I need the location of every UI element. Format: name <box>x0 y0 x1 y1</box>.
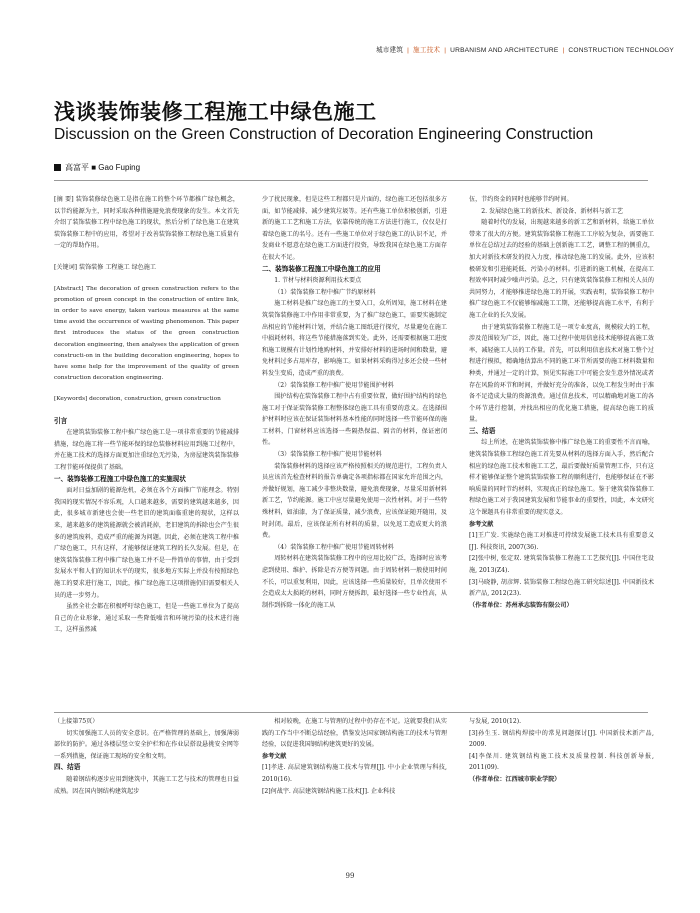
journal-name-cn: 城市建筑 <box>375 47 404 54</box>
reference-item: [2]张中树, 张定双. 建筑装饰装修工程施工工艺探究[J]. 中国住宅设施, 2013(Z4). <box>469 555 654 574</box>
column-3 <box>469 194 654 706</box>
journal-header: 城市建筑 | 施工技术 | URBANISM AND ARCHITECTURE | CONSTRUCTION TECHNOLOGY <box>375 47 674 54</box>
subsection-2-1-1-heading: （1）装饰装修工程中推广节约原材料 <box>274 288 376 296</box>
bottom-column-2 <box>262 716 447 866</box>
intro-paragraph: 在建筑装饰装修工程中推广绿色施工是一项非常重要的节能减排措施，绿色施工将一些节能环保的绿色装修材料应用到施工过程中，并在施工技术的选择方面更加注重绿色无污染，为房屋建筑装饰装修工程节能环保提供了基础。 <box>54 429 239 471</box>
paragraph-continued: 少了扰民现象，但是这些工程都只是片面的，绿色施工还包括很多方面，如节能减排、减少建筑垃圾等。还有些施工单位积极创新，引进新的施工工艺和施工方法，依靠传统的施工方法进行施工，仅仅是打着绿色施工的名号。还有一些施工单位对于绿色施工的认识不足，并发商业不愿意在绿色施工方面进行投资，导致我国在绿色施工方面存在很大不足。 <box>262 196 447 261</box>
bottom-section-heading: 四、结语 <box>54 764 81 772</box>
references-heading: 参考文献 <box>469 520 494 528</box>
page-number: 99 <box>345 872 355 880</box>
subsection-2-1-1-paragraph: 施工材料是推广绿色施工的主要入口，众所周知，施工材料在建筑装饰装修施工中作用非常重要，为了推广绿色施工，需要实施制定出相应的节能材料计划，并结合施工图纸进行探究，尽量避免在施工中损耗材料，将这些节能措施落到实处。此外，还需要根据施工进度和施工规模有计划性地购材料，并安排好材料的进场时间和数量，避免材料过多占用库存，影响施工。如果材料采购得过多还会使一些材料发生变质，造成严重的浪费。 <box>262 300 447 377</box>
subsection-2-1-4-paragraph: 周转材料在建筑装饰装修工程中的应用比较广泛，选择时应该考虑到使用、维护、拆除是否方便等问题。由于周转材料一般使用时间不长，可以重复利用，因此，应该选择一些质量较好，且单次使用不会造成太大损耗的材料，同时方便拆卸，最好选择一些专业性高，从制作到拆除一体化的施工从 <box>262 555 447 609</box>
section-1-paragraph-2: 虽然全社会都在积极呼吁绿色施工，但是一些施工单位为了提高自己的企业形象，通过采取一些降低噪音和环境污染的技术进行施工，这样虽然减 <box>54 603 239 634</box>
bottom-references-heading: 参考文献 <box>262 752 287 760</box>
bottom-column-1 <box>54 716 239 866</box>
journal-name-en: URBANISM AND ARCHITECTURE <box>450 47 559 54</box>
subsection-2-2-heading: 2. 发展绿色施工的新技术、新设备、新材料与新工艺 <box>481 207 624 215</box>
reference-item: [1]孝进. 高层建筑钢结构施工技术与管理[J]. 中小企业管理与科技, 2010(16). <box>262 764 447 783</box>
section-3-paragraph: 综上所述，在建筑装饰装修中推广绿色施工的重要性不言而喻，建筑装饰装修工程绿色施工首先要从材料的选择方面入手，然后配合相应的绿色施工技术和施工工艺，最后要做好质量管理工作，只有这样才能够保证整个建筑装饰装修工程的顺利进行，也能够保证在不影响质量的同时节约材料，实现真正的绿色施工。鉴于建筑装饰装修工程绿色施工对于我国建筑发展和节能事业的重要性，因此，本文研究这个课题具有非常重要的现实意义。 <box>469 439 654 517</box>
bottom-paragraph-3: 相对较晚，在施工与管理的过程中仍存在不足。这就要我们从实践的工作当中不断总结经验，借鉴发达国家钢结构施工的技术与管理经验，以促进我国钢结构建筑更好的发展。 <box>262 718 447 749</box>
article-title-en: Discussion on the Green Construction of Decoration Engineering Construction <box>54 126 594 143</box>
reference-item: [1]王广发. 实施绿色施工对推进可持续发展施工技术具有重要意义[J]. 科技资讯, 2007(36). <box>469 532 654 551</box>
category-cn: 施工技术 <box>413 47 441 54</box>
divider-bottom <box>54 712 648 713</box>
column-1 <box>54 194 239 706</box>
bottom-author-affiliation: （作者单位：江西城市职业学院） <box>469 775 561 783</box>
section-1-heading: 一、装饰装修工程施工中绿色施工的实施现状 <box>54 475 186 483</box>
author-line <box>54 162 140 173</box>
bottom-paragraph-2: 随着钢结构逐步应用到建筑中，其施工工艺与技术的管理也日益成熟。因在国内钢结构建筑起步 <box>54 775 239 795</box>
reference-item: [2]何战宇. 高层建筑钢结构施工技术[J]. 企业科技 <box>262 787 396 795</box>
subsection-2-1-4-heading: （4）装饰装修工程中推广使用节能周转材料 <box>274 543 394 551</box>
subsection-2-1-heading: 1. 节材与材料资源利用技术要点 <box>274 277 362 285</box>
bottom-column-3 <box>469 716 654 866</box>
reference-item: [3]马晓静, 胡彦辉. 装饰装修工程绿色施工研究综述[J]. 中国新技术新产品, 2012(23). <box>469 578 654 598</box>
column-2 <box>262 194 447 706</box>
authors: 高富平 ■ Gao Fuping <box>65 163 141 172</box>
section-2-heading: 二、装饰装修工程施工中绿色施工的应用 <box>262 265 381 273</box>
article-title-cn: 浅谈装饰装修工程施工中绿色施工 <box>54 101 377 124</box>
bullet-square-icon <box>54 164 61 171</box>
section-1-paragraph-1: 面对日益加剧的能源危机，必须在各个方面推广节能理念。特别我国的现实情况不容乐观，人口越来越多，需要的建筑越来越多，因此，很多城市新建也会使一些老旧的建筑面临重建的现状，这样以来，越来越多的建筑能源就会被消耗掉，老旧建筑的拆除也会产生很多的建筑废料，造成严重的能源为问题。因此，必须在建筑工程中推广绿色施工，只有这样，才能够保证建筑工程的长久发展。但是，在建筑装饰装修工程中推广绿色施工并不是一件简单的事情，由于受到发展水平和人们的知识水平的现实，很多地方实际上并没有按照绿色施工的要求进行施工，因此，推广绿色施工这项措施仍旧需要相关人员的进一步努力。 <box>54 487 239 599</box>
reference-item: [3]孙生玉. 钢结构焊接中的常见问题探讨[J]. 中国新技术新产品, 2009. <box>469 729 654 749</box>
bottom-paragraph-1: 切实加强施工人员的安全意识。在严格管理的基础上，加强薄弱部位的防护。通过各楼层竖立安全护栏和在作业层搭设悬挑安全网等一系列措施，保证施工现场的安全和文明。 <box>54 729 239 760</box>
abstract-cn: [摘 要] 装饰装修绿色施工是指在施工的整个环节都推广绿色概念，以节约能源为主，同时采取各种措施避免浪费现象的发生。本文首先介绍了装饰装修工程中绿色施工的现状，然后分析了绿色施工在建筑装饰装修工程中的应用，希望对于改善装饰装修工程绿色施工质量有一定的帮助作用。 <box>54 196 239 250</box>
reference-item: [4]李保川. 建筑钢结构施工技术及质量控制. 科技创新导报, 2011(09). <box>469 752 654 772</box>
keywords-en: [Keywords] decoration, construction, green construction <box>54 396 221 403</box>
abstract-en: [Abstract] The decoration of green construction refers to the promotion of green concept in the construction of entire link, in order to save energy, taken various measures at the same time avoid the occurrence of wasting phenomenon. This paper first introduces the status of the green construction decoration engineering, then analyses the application of green constructi-on in the building decoration engineering, hopes to have some help for the improvement of the quality of green construction decoration engineering. <box>54 285 239 382</box>
subsection-2-2-paragraph-2: 由于建筑装饰装修工程施工是一项专业度高，规模较大的工程，涉及范围较为广泛，因此，施工过程中使用信息技术能够提高施工效率，减轻施工人员的工作量。首先，可以利用信息技术对施工整个过程进行模拟，精确地估算出不同的施工环节所需要的施工材料数量和种类，并通过一定的计算，预见实际施工中可能会发生意外情况或者存在风险的环节和时间，并做好充分的准备，以免工程发生时由于准备不足造成大量的资源浪费。通过信息技术，可以精确地对施工的各个环节进行控制，并找出相应的优化施工措施，提高绿色施工的质量。 <box>469 323 654 424</box>
section-intro-heading: 引言 <box>54 417 68 425</box>
keywords-cn: [关键词] 装饰装修 工程施工 绿色施工 <box>54 263 156 271</box>
subsection-2-2-paragraph-1: 随着时代的发展，出现越来越多的新工艺和新材料，给施工单位带来了很大的方便。建筑装饰装修工程施工工序较为复杂，需要施工单位在总结过去的经验的基础上创新施工工艺，调整工程的侧重点，加大对新技术研发的投入力度，推动绿色施工的发展。此外，应该积极研发和引进能耗低、污染小的材料。引进新的施工机械，在提高工程效率同时减少噪声污染。总之，只有建筑装饰装修工程相关人员的共同努力，才能够推进绿色施工的开展，实践表明，装饰装修工程中推广绿色施工不仅能够缩减施工工期，还能够提高施工水平，有利于施工企业的长久发展。 <box>469 219 654 319</box>
paragraph-continued-3: 伍，节约资金的同时也能够节约时间。 <box>469 196 573 203</box>
section-3-heading: 三、结语 <box>469 427 496 435</box>
divider-top <box>54 180 648 181</box>
subsection-2-1-3-paragraph: 装饰装修材料的选择应该严格按照相关的规范进行，工程负责人员应该首先检查材料的报告单确定各项指标都在国家允许范围之内，并做好规划，施工减少非整块数量，避免浪费现象，尽量采用新材料新工艺，节约能源。施工中应尽量避免使用一次性材料。对于一些特殊材料，如油漆，为了保证质量，减少浪费，应该保证随开随用，及时封闭。最后，应该保证所有材料的质量，以免返工造成更大的浪费。 <box>262 462 447 540</box>
category-en: CONSTRUCTION TECHNOLOGY <box>568 47 674 54</box>
subsection-2-1-2-paragraph: 围护结构在装饰装修工程中占有重要位置，做好围护结构的绿色施工对于保证装饰装修工程整体绿色施工具有重要的意义。在选择围护材料时应该在保证装饰材料基本性能的同时选择一些节能环保的施工材料，门窗材料应该选择一些隔热保温、隔音的材料，保证密闭性。 <box>262 393 447 447</box>
continued-from-label: （上接第75页） <box>54 718 99 725</box>
author-affiliation: （作者单位：苏州承志装饰有限公司） <box>469 601 573 609</box>
subsection-2-1-2-heading: （2）装饰装修工程中推广使用节能围护材料 <box>274 381 394 389</box>
reference-item: 与发展, 2010(12). <box>469 718 522 725</box>
subsection-2-1-3-heading: （3）装饰装修工程中推广使用节能材料 <box>274 451 382 459</box>
